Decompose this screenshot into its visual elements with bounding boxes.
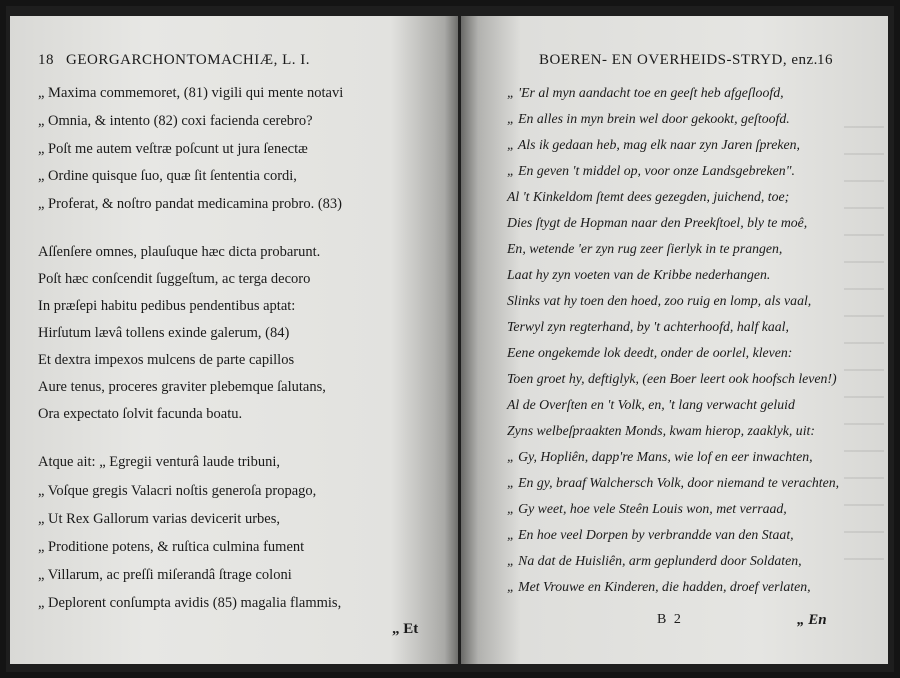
book-spread [6, 6, 894, 672]
verse-line: En, wetende 'er zyn rug zeer ſierlyk in te prangen, [507, 241, 783, 256]
right-running-head [461, 52, 888, 74]
verse-line: „ En alles in myn brein wel door gekookt, geſtoofd. [507, 111, 790, 126]
verse-line: „ Poſt me autem veſtræ poſcunt ut jura ſenectæ [38, 141, 308, 157]
verse-line: Al de Overſten en 't Volk, en, 't lang verwacht geluid [507, 397, 795, 412]
verse-line: Slinks vat hy toen den hoed, zoo ruig en lomp, als vaal, [507, 293, 812, 308]
verse-line: „ Als ik gedaan heb, mag elk naar zyn Jaren ſpreken, [507, 137, 800, 152]
verse-line: „ Villarum, ac preſſi miſerandâ ſtrage coloni [38, 567, 292, 583]
verse-line: Eene ongekemde lok deedt, onder de oorlel, kleven: [507, 345, 793, 360]
left-running-head [10, 52, 458, 74]
verse-line: „ Na dat de Huisliên, arm geplunderd door Soldaten, [507, 553, 802, 568]
verse-line: „ En gy, braaf Walchersch Volk, door niemand te verachten, [507, 475, 840, 490]
verse-line: Terwyl zyn regterhand, by 't achterhoofd, half kaal, [507, 319, 789, 334]
verse-line: Hirſutum lævâ tollens exinde galerum, (84) [38, 325, 290, 341]
verse-line: „ Ut Rex Gallorum varias devicerit urbes, [38, 511, 280, 527]
left-page [10, 16, 458, 664]
verse-line: „ Deplorent conſumpta avidis (85) magalia flammis, [38, 595, 342, 611]
right-page-number: 16 [817, 52, 833, 68]
verse-line: Aure tenus, proceres graviter plebemque ſalutans, [38, 379, 326, 395]
verse-line: Laat hy zyn voeten van de Kribbe nederhangen. [507, 267, 771, 282]
verse-line: Et dextra impexos mulcens de parte capillos [38, 352, 295, 368]
verse-line: „ Gy, Hopliên, dapp're Mans, wie lof en eer inwachten, [507, 449, 813, 464]
verse-line: Al 't Kinkeldom ſtemt dees gezegden, juichend, toe; [507, 189, 790, 204]
verse-line: „ Omnia, & intento (82) coxi facienda cerebro? [38, 113, 313, 129]
verse-line: „ Maxima commemoret, (81) vigili qui mente notavi [38, 85, 344, 101]
verse-line: Zyns welbeſpraakten Monds, kwam hierop, zaaklyk, uit: [507, 423, 815, 438]
bleed-through-shadow [844, 106, 884, 584]
right-page [461, 16, 888, 664]
verse-line: Poſt hæc conſcendit ſuggeſtum, ac terga decoro [38, 271, 311, 287]
verse-line: Ora expectato ſolvit facunda boatu. [38, 406, 243, 422]
left-catchword: „ Et [392, 621, 419, 637]
right-catchword: „ En [797, 612, 827, 628]
verse-line: „ Ordine quisque ſuo, quæ ſit ſententia cordi, [38, 168, 297, 184]
signature-mark: B 2 [657, 612, 683, 627]
verse-line: Toen groet hy, deftiglyk, (een Boer leert ook hoofsch leven!) [507, 371, 837, 386]
right-title: BOEREN- EN OVERHEIDS-STRYD, enz. [539, 52, 818, 68]
verse-line: „ En geven 't middel op, voor onze Landsgebreken". [507, 163, 795, 178]
verse-line: „ Proditione potens, & ruſtica culmina fument [38, 539, 305, 555]
verse-line: Dies ſtygt de Hopman naar den Preekſtoel, bly te moê, [507, 215, 808, 230]
verse-line: Atque ait: „ Egregii venturâ laude tribuni, [38, 454, 280, 470]
left-page-number: 18 [38, 52, 54, 68]
verse-line: Aſſenſere omnes, plauſuque hæc dicta probarunt. [38, 244, 321, 260]
verse-line: „ Voſque gregis Valacri noſtis generoſa propago, [38, 483, 317, 499]
verse-line: „ Gy weet, hoe vele Steên Louis won, met verraad, [507, 501, 787, 516]
verse-line: „ 'Er al myn aandacht toe en geeſt heb afgeſloofd, [507, 85, 784, 100]
verse-line: „ Met Vrouwe en Kinderen, die hadden, droef verlaten, [507, 579, 811, 594]
left-title: GEORGARCHONTOMACHIÆ, L. I. [66, 52, 310, 68]
verse-line: In præſepi habitu pedibus pendentibus aptat: [38, 298, 296, 314]
verse-line: „ En hoe veel Dorpen by verbrandde van den Staat, [507, 527, 794, 542]
verse-line: „ Proferat, & noſtro pandat medicamina probro. (83) [38, 196, 342, 212]
